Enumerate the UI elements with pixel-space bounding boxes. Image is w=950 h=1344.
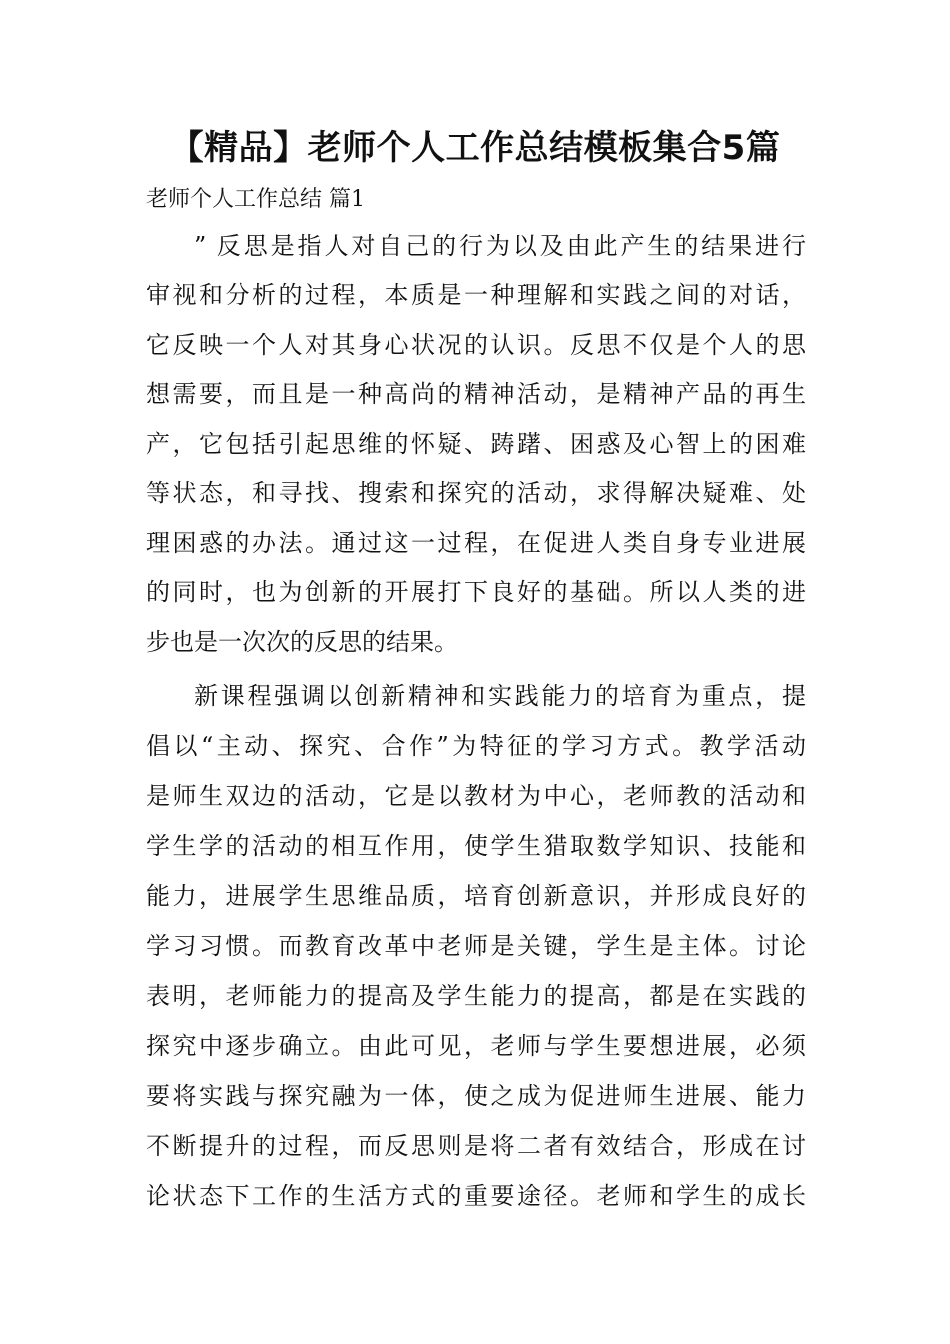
paragraph-line: 新课程强调以创新精神和实践能力的培育为重点，提 xyxy=(194,682,806,710)
paragraph-line: ” 反思是指人对自己的行为以及由此产生的结果进行 xyxy=(194,232,806,260)
paragraph-line: 探究中逐步确立。由此可见，老师与学生要想进展，必须 xyxy=(146,1032,806,1060)
paragraph-line: 是师生双边的活动，它是以教材为中心，老师教的活动和 xyxy=(146,782,806,810)
paragraph-line: 学生学的活动的相互作用，使学生猎取数学知识、技能和 xyxy=(146,832,806,860)
section-heading: 老师个人工作总结 篇1 xyxy=(146,187,365,212)
paragraph-line: 步也是一次次的反思的结果。 xyxy=(146,628,458,656)
paragraph-line: 等状态，和寻找、搜索和探究的活动，求得解决疑难、处 xyxy=(146,479,806,507)
paragraph-line: 表明，老师能力的提高及学生能力的提高，都是在实践的 xyxy=(146,982,806,1010)
paragraph-line: 产，它包括引起思维的怀疑、踌躇、困惑及心智上的困难 xyxy=(146,430,806,458)
document-title: 【精品】老师个人工作总结模板集合5篇 xyxy=(169,128,781,168)
paragraph-line: 审视和分析的过程，本质是一种理解和实践之间的对话， xyxy=(146,281,806,309)
paragraph-line: 学习习惯。而教育改革中老师是关键，学生是主体。讨论 xyxy=(146,932,806,960)
paragraph-line: 不断提升的过程，而反思则是将二者有效结合，形成在讨 xyxy=(146,1132,806,1160)
paragraph-line: 它反映一个人对其身心状况的认识。反思不仅是个人的思 xyxy=(146,331,806,359)
paragraph-line: 的同时，也为创新的开展打下良好的基础。所以人类的进 xyxy=(146,578,806,606)
paragraph-line: 要将实践与探究融为一体，使之成为促进师生进展、能力 xyxy=(146,1082,806,1110)
paragraph-line: 倡以“主动、探究、合作”为特征的学习方式。教学活动 xyxy=(146,732,806,760)
paragraph-line: 想需要，而且是一种高尚的精神活动，是精神产品的再生 xyxy=(146,380,806,408)
paragraph-line: 论状态下工作的生活方式的重要途径。老师和学生的成长 xyxy=(146,1182,806,1210)
paragraph-line: 能力，进展学生思维品质，培育创新意识，并形成良好的 xyxy=(146,882,806,910)
paragraph-line: 理困惑的办法。通过这一过程，在促进人类自身专业进展 xyxy=(146,529,806,557)
